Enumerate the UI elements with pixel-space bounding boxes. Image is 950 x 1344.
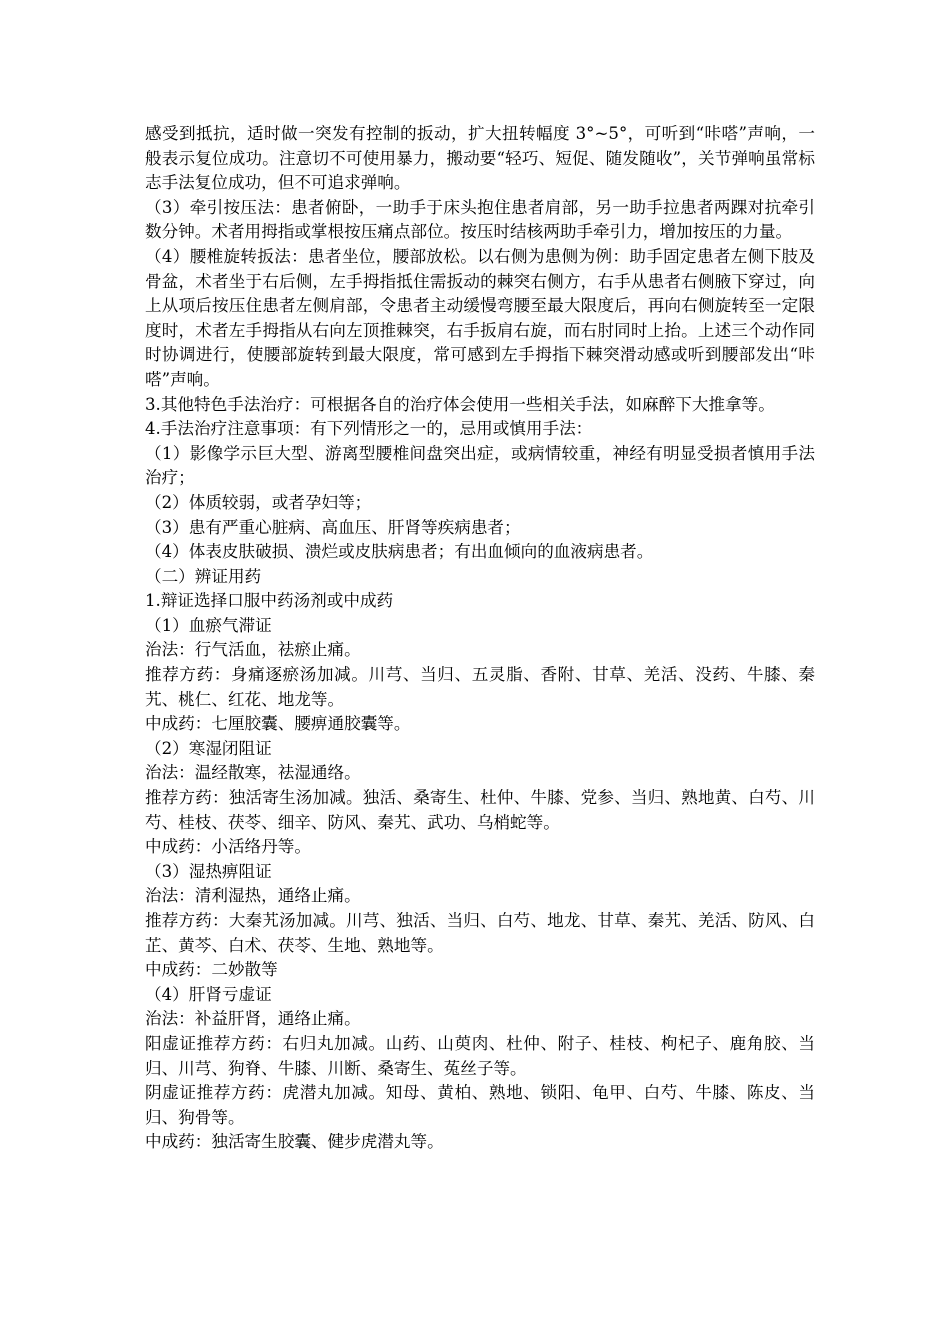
paragraph: 治法：清利湿热，通络止痛。	[145, 886, 361, 906]
paragraph: 中成药：小活络丹等。	[145, 837, 311, 857]
paragraph: 治法：温经散寒，祛湿通络。	[145, 763, 361, 783]
paragraph: （3）患有严重心脏病、高血压、肝肾等疾病患者；	[145, 517, 521, 537]
paragraph: 感受到抵抗，适时做一突发有控制的扳动，扩大扭转幅度 3°~5°，可听到“咔嗒”声响，一般表示复位成功。注意切不可使用暴力，搬动要“轻巧、短促、随发随收”，关节弹响虽常标志手法复位成功，但不可追求弹响。	[145, 124, 815, 193]
paragraph: （4）腰椎旋转扳法：患者坐位，腰部放松。以右侧为患侧为例：助手固定患者左侧下肢及骨盆，术者坐于右后侧，左手拇指抵住需扳动的棘突右侧方，右手从患者右侧腋下穿过，向上从项后按压住患者左侧肩部，令患者主动缓慢弯腰至最大限度后，再向右侧旋转至一定限度时，术者左手拇指从右向左顶推棘突，右手扳肩右旋，而右肘同时上抬。上述三个动作同时协调进行，使腰部旋转到最大限度，常可感到左手拇指下棘突滑动感或听到腰部发出“咔嗒”声响。	[145, 246, 815, 389]
paragraph: 1.辩证选择口服中药汤剂或中成药	[145, 591, 394, 611]
paragraph: 推荐方药：大秦艽汤加减。川芎、独活、当归、白芍、地龙、甘草、秦艽、羌活、防风、白芷、黄芩、白术、茯苓、生地、熟地等。	[145, 911, 815, 955]
paragraph: （二）辨证用药	[145, 566, 262, 586]
paragraph: 中成药：七厘胶囊、腰痹通胶囊等。	[145, 714, 411, 734]
paragraph: （2）寒湿闭阻证	[145, 738, 272, 758]
paragraph: （1）血瘀气滞证	[145, 615, 272, 635]
paragraph: 阳虚证推荐方药：右归丸加减。山药、山萸肉、杜仲、附子、桂枝、枸杞子、鹿角胶、当归、川芎、狗脊、牛膝、川断、桑寄生、菟丝子等。	[145, 1033, 815, 1078]
paragraph: （4）体表皮肤破损、溃烂或皮肤病患者；有出血倾向的血液病患者。	[145, 542, 654, 562]
paragraph: 3.其他特色手法治疗：可根据各自的治疗体会使用一些相关手法，如麻醉下大推拿等。	[145, 394, 775, 414]
paragraph: （3）牵引按压法：患者俯卧，一助手于床头抱住患者肩部，另一助手拉患者两踝对抗牵引数分钟。术者用拇指或掌根按压痛点部位。按压时结核两助手牵引力，增加按压的力量。	[145, 197, 815, 242]
paragraph: （1）影像学示巨大型、游离型腰椎间盘突出症，或病情较重，神经有明显受损者慎用手法治疗；	[145, 443, 815, 488]
document-body	[145, 122, 815, 1155]
paragraph: 治法：行气活血，祛瘀止痛。	[145, 640, 361, 660]
paragraph: （4）肝肾亏虚证	[145, 984, 272, 1004]
paragraph: 推荐方药：独活寄生汤加减。独活、桑寄生、杜仲、牛膝、党参、当归、熟地黄、白芍、川芍、桂枝、茯苓、细辛、防风、秦艽、武功、乌梢蛇等。	[145, 788, 815, 832]
paragraph: （2）体质较弱，或者孕妇等；	[145, 492, 372, 512]
paragraph: 阴虚证推荐方药：虎潜丸加减。知母、黄柏、熟地、锁阳、龟甲、白芍、牛膝、陈皮、当归、狗骨等。	[145, 1083, 815, 1127]
paragraph: 中成药：二妙散等	[145, 960, 278, 980]
paragraph: （3）湿热痹阻证	[145, 861, 272, 881]
paragraph: 4.手法治疗注意事项：有下列情形之一的，忌用或慎用手法：	[145, 419, 593, 439]
paragraph: 治法：补益肝肾，通络止痛。	[145, 1009, 361, 1029]
paragraph: 推荐方药：身痛逐瘀汤加减。川芎、当归、五灵脂、香附、甘草、羌活、没药、牛膝、秦艽、桃仁、红花、地龙等。	[145, 665, 815, 709]
paragraph: 中成药：独活寄生胶囊、健步虎潜丸等。	[145, 1132, 444, 1152]
